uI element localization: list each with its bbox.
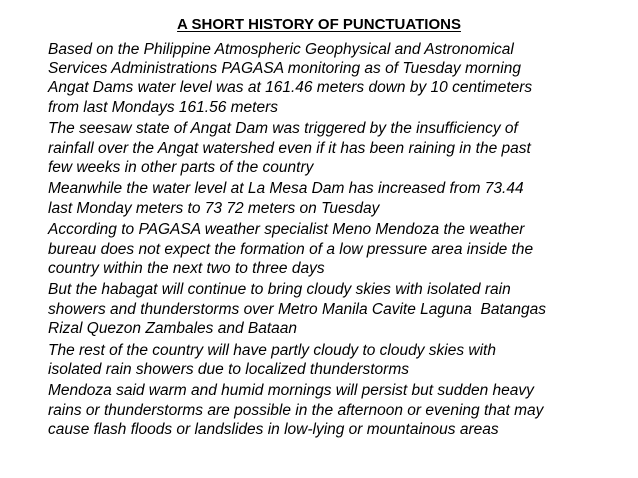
page-title: A SHORT HISTORY OF PUNCTUATIONS <box>177 16 461 33</box>
text-line: bureau does not expect the formation of a low pressure area inside the <box>48 240 534 258</box>
text-line: last Monday meters to 73 72 meters on Tuesday <box>48 199 380 217</box>
paragraph-seesaw-state <box>48 119 633 177</box>
text-line: rainfall over the Angat watershed even if it has been raining in the past <box>48 139 531 157</box>
text-line: rains or thunderstorms are possible in the afternoon or evening that may <box>48 401 544 419</box>
text-line: Rizal Quezon Zambales and Bataan <box>48 319 298 337</box>
text-line: Meanwhile the water level at La Mesa Dam has increased from 73.44 <box>48 180 524 198</box>
text-line: But the habagat will continue to bring cloudy skies with isolated rain <box>48 281 511 299</box>
text-line: Based on the Philippine Atmospheric Geophysical and Astronomical <box>48 41 514 58</box>
text-line: Angat Dams water level was at 161.46 meters down by 10 centimeters <box>48 79 533 97</box>
paragraph-rest-of-country <box>48 341 633 379</box>
text-line: from last Mondays 161.56 meters <box>48 98 279 116</box>
paragraph-angat-level <box>48 40 633 117</box>
text-line: country within the next two to three days <box>48 259 325 277</box>
text-line: Services Administrations PAGASA monitoring as of Tuesday morning <box>48 60 521 78</box>
paragraph-habagat <box>48 280 633 338</box>
text-line: isolated rain showers due to localized thunderstorms <box>48 360 409 378</box>
paragraph-mendoza-warning <box>48 381 633 439</box>
slide-body <box>48 40 633 442</box>
text-line: According to PAGASA weather specialist Meno Mendoza the weather <box>48 221 525 239</box>
paragraph-pagasa-forecast <box>48 220 633 278</box>
text-line: showers and thunderstorms over Metro Manila Cavite Laguna Batangas <box>48 300 546 318</box>
text-line: cause flash floods or landslides in low-lying or mountainous areas <box>48 420 499 438</box>
text-line: Mendoza said warm and humid mornings will persist but sudden heavy <box>48 382 534 400</box>
paragraph-la-mesa <box>48 179 633 217</box>
text-line: few weeks in other parts of the country <box>48 158 314 176</box>
text-line: The seesaw state of Angat Dam was triggered by the insufficiency of <box>48 120 518 138</box>
text-line: The rest of the country will have partly cloudy to cloudy skies with <box>48 341 496 359</box>
